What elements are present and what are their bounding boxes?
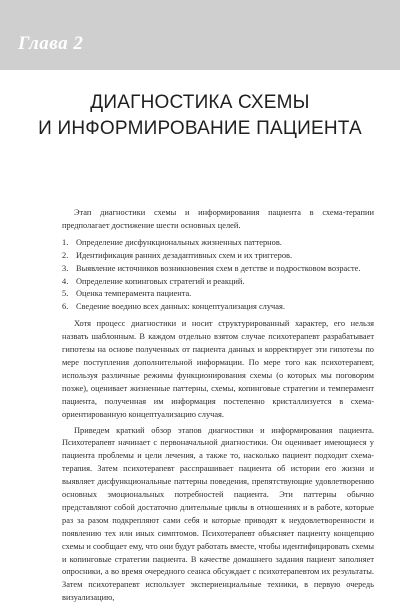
goal-text: Определение дисфункциональных жизненных паттернов. — [76, 237, 282, 250]
goal-item — [62, 276, 374, 289]
chapter-header-bar — [0, 0, 400, 70]
chapter-title-line-2: И ИНФОРМИРОВАНИЕ ПАЦИЕНТА — [0, 116, 400, 142]
goal-text: Сведение воедино всех данных: концептуализация случая. — [76, 301, 285, 314]
goal-item — [62, 263, 374, 276]
goal-number: 2. — [62, 250, 76, 263]
paragraph-1: Хотя процесс диагностики и носит структурированный характер, его нельзя назвать шаблонным. В каждом отдельно взятом случае психотерапевт разрабатывает гипотезы на основе полученных от пациента данных и корректирует эти гипотезы по мере поступления дополнительной информации. По мере того как психотерапевт, используя различные режимы функционирования схемы (о которых мы поговорим позже), оценивает жизненные паттерны, схемы, копинговые стратегии и темперамент пациента, полученная им информация постепенно кристаллизуется в схема-ориентированную концептуализацию случая. — [62, 318, 374, 421]
goals-list — [62, 237, 374, 314]
intro-paragraph: Этап диагностики схемы и информирования пациента в схема-терапии предполагает достижение шести основных целей. — [62, 207, 374, 233]
body-text — [62, 207, 374, 605]
goal-item — [62, 301, 374, 314]
goal-text: Выявление источников возникновения схем в детстве и подростковом возрасте. — [76, 263, 360, 276]
paragraph-2: Приведем краткий обзор этапов диагностики и информирования пациента. Психотерапевт начинает с первоначальной диагностики. Он оценивает имеющиеся у пациента проблемы и цели лечения, а также то, насколько пациент подходит схема-терапия. Затем психотерапевт расспрашивает пациента об истории его жизни и выявляет дисфункциональные паттерны поведения, препятствующие удовлетворению основных эмоциональных потребностей пациента. Эти паттерны обычно представляют собой достаточно длительные циклы в отношениях и в работе, которые раз за разом подкрепляют сами себя и которые приводят к неудовлетворенности и появлению тех или иных симптомов. Психотерапевт объясняет пациенту концепцию схемы и сообщает ему, что они будут работать вместе, чтобы идентифицировать схемы и копинговые стратегии пациента. В качестве домашнего задания пациент заполняет опросники, а во время очередного сеанса обсуждает с психотерапевтом их результаты. Затем психотерапевт использует экспериенциальные техники, в первую очередь визуализацию, — [62, 425, 374, 605]
goal-text: Определение копинговых стратегий и реакций. — [76, 276, 244, 289]
goal-text: Оценка темперамента пациента. — [76, 288, 191, 301]
goal-number: 3. — [62, 263, 76, 276]
goal-number: 5. — [62, 288, 76, 301]
goal-number: 1. — [62, 237, 76, 250]
chapter-label: Глава 2 — [18, 33, 83, 55]
goal-number: 6. — [62, 301, 76, 314]
goal-item — [62, 250, 374, 263]
goal-item — [62, 288, 374, 301]
goal-item — [62, 237, 374, 250]
chapter-title-line-1: ДИАГНОСТИКА СХЕМЫ — [0, 90, 400, 116]
goal-number: 4. — [62, 276, 76, 289]
chapter-title — [0, 90, 400, 142]
goal-text: Идентификация ранних дезадаптивных схем и их триггеров. — [76, 250, 292, 263]
